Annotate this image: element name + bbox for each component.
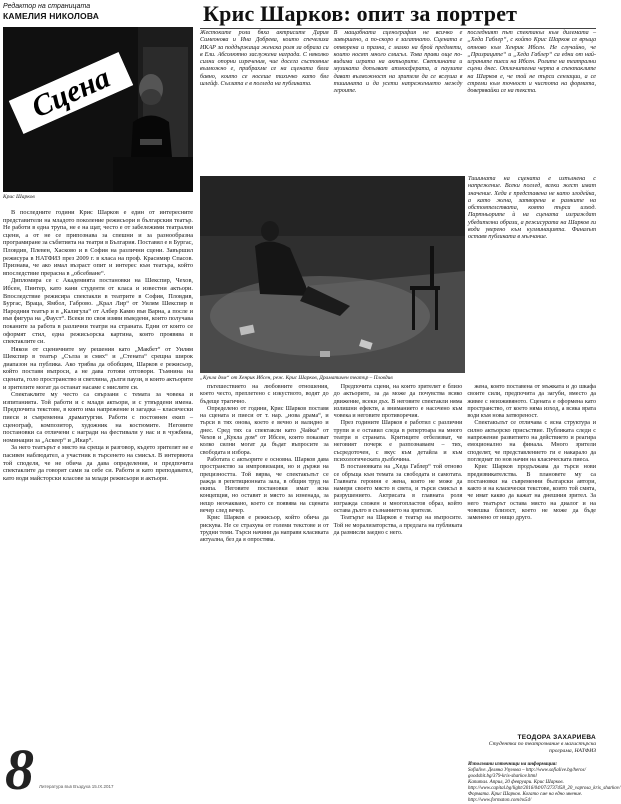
column-paragraph: Крис Шарков продължава да търси нови предизвикателства. В плановете му са постановки на съвременни български автори, както и на класически текстове, които той смята, че имат какво да кажат на днешния зрител. За него театърът остава място на диалог и на човешка близост, което не може да бъде заменено от нищо друго. [467, 464, 597, 522]
article-paragraph: Някои от сценичните му решения като „Макбет“ от Уилям Шекспир в театър „Сълза и смях“ и „Стената“ срещна широк диапазон на публика. Ако трябва да обобщим, Шарков е режисьор, който поставя въпроси, а не дава готови отговори. Тъмнина на сцената, голо пространство и светлина, дълги паузи, в които актьорите и зрителите могат да останат насаме с мислите си. [3, 345, 193, 391]
page-footer: Литература във Въздуха 15.IX.2017 [39, 784, 114, 789]
column-paragraph: Определено от години, Крис Шарков поставя на сцената и пиеси от т. нар. „нова драма“, и търси в тях онова, което е вечно и валидно и днес. Сред тях са спектакли като „Чайка“ от Чехов и „Кукла дом“ от Ибсен, които показват колко силни могат да бъдат въпросите за свободата и избора. [200, 405, 329, 456]
text-column [334, 384, 463, 734]
editor-label: Редактор на страницата [3, 3, 91, 10]
column-paragraph: Крис Шарков е режисьор, който обича да рискува. Не се страхува от големи текстове и от трудни теми. Търси начини да направи класиката актуална, без да я опростява. [200, 515, 329, 544]
section-title: Сцена [26, 60, 115, 125]
column-paragraph: Предпочита сцени, на които зрителят е близо до актьорите, за да може да почувства всяко движение, всеки дъх. В неговите спектакли няма излишни ефекти, а вниманието е насочено към човека и неговите противоречия. [333, 384, 463, 420]
text-column [200, 30, 329, 176]
bottom-columns [200, 384, 596, 734]
article-paragraph: Спектаклите му често са свързани с темата за човека и изпитанията. Той работи и с млади актьори, и с утвърдени имена. Предпочита текстове, в които има напрежение и загадка – класически пиеси и съвременна драматургия. Работи с постоянен екип – сценограф, композитор, художник на костюмите. Неговите постановки са отличени с награди на фестивали у нас и в чужбина, номинации за „Аскеер“ и „Икар“. [3, 391, 193, 444]
stage-photo [200, 176, 465, 373]
article-left-body [3, 209, 193, 754]
column-text: последният път спектакъл към дилемата – „Хеда Габлер“, с който Крис Шарков се връща отново към Хенрик Ибсен. Не случайно, че „Призраците“ и „Хеда Габлер“ са едни от най-играните пиеси на Ибсен. Ролите на театрални сцени днес. Отличителна черта в спектаклите на Шарков е, че той не търси сензации, а се стреми към точност и чистота на формата, доверявайки се на текста. [467, 30, 597, 95]
column-paragraph: Работата с актьорите е основна. Шарков дава пространство за импровизация, но и държи на прецизността. Той вярва, че спектакълът се ражда в репетиционната зала, в общия труд на екипа. Неговите постановки имат ясна концепция, но оставят и място за изненада, за нещо неочаквано, което се появява на сцената вечер след вечер. [200, 456, 329, 515]
source-line[interactable]: http://www.capital.bg/light/2016/04/07/2737458_20_vaprosa_kris_sharkov/ [468, 786, 621, 791]
column-paragraph: жена, която поставена от мъжката и до шкафа своите сили, предпочита да загуби, вместо да живее с неизживяното. Сцената е оформена като пространство, от което няма изход, а всяка врата води към нова затвореност. [467, 384, 597, 420]
sources-title: Използвани източници на информация: [468, 762, 558, 767]
author-signature [468, 734, 596, 754]
article-paragraph: За него театърът е място на среща и разговор, където зрителят не е пасивен наблюдател, а участник в търсенето на смисъл. В интервюта той споделя, че не обича да дава определения, и предпочита спектаклите да говорят сами за себе си. Работи и като преподавател, като води майсторски класове за млади режисьори и актьори. [3, 444, 193, 482]
top-columns [200, 30, 596, 176]
column-text: Жестоките роли бяха актрисите Дария Симеонова и Ина Добрева, които спечелиха ИКАР за поддържаща женска роля за образа си в Ели. Абсолютно заслужена награда. С няколко силни опорни изречения, чие досега състояние възможно е, прибрахме се на сцената бяла бавно, които се носеше тихичко като бял шлейф. Сълзата е в погледа на публиката. [200, 30, 329, 88]
left-column [3, 3, 193, 802]
text-column [467, 384, 596, 734]
photo-caption: „Кукла дом“ от Хенрик Ибсен, реж. Крис Шарков, Драматичен театър – Пловдив [200, 375, 393, 381]
source-line[interactable]: goodshit.bg/379-kris-sharkov.html [468, 774, 537, 779]
text-column [200, 384, 329, 734]
column-paragraph: Театърът на Шарков е театър на въпросите. Той не морализаторства, а предлага на публиката да размисли заедно с него. [333, 515, 463, 536]
column-paragraph: Спектакълът се отличава с ясна структура и силно актьорско присъствие. Публиката следи с напрежение развитието на действието и реагира емоционално на финала. Много зрители споделят, че представлението ги е накарало да погледнат по нов начин на класическата пиеса. [467, 420, 597, 463]
right-narrow-column [468, 176, 596, 382]
sources-block [468, 762, 621, 804]
title-divider [200, 28, 596, 29]
text-column [467, 30, 596, 176]
column-text: В мащабната сценография не всичко е завършено, а по-скоро е загатнато. Сцената е отворена и празна, с малко на брой предмети, които носят много смисъл. Това прави още по-видима играта на актьорите. Светлината и музиката допълват атмосферата, а паузите дават възможност на зрителя да се вслуша в тишината и да усети напрежението между героите. [333, 30, 463, 95]
stage-photo-graphic [200, 176, 465, 373]
article-title: Крис Шарков: опит за портрет [203, 1, 518, 26]
column-paragraph: През годините Шарков е работил с различни трупи и е оставил следа в репертоара на много театри в страната. Критиците отбелязват, че неговият почерк е разпознаваем – тих, съсредоточен, с вкус към детайла и към психологическата дълбочина. [333, 420, 463, 463]
author-name: ТЕОДОРА ЗАХАРИЕВА [517, 734, 596, 741]
section-portrait-image [3, 27, 193, 192]
editor-name: КАМЕЛИЯ НИКОЛОВА [3, 11, 100, 21]
source-line: Формата. Крис Шарков. Когато сме на едно мнение. [468, 792, 583, 797]
column-paragraph: пътешествието на любовните отношения, което често, преплетено с изкуството, водят до бъдеще трагично. [200, 384, 329, 405]
portrait-caption: Крис Шарков [3, 194, 35, 200]
source-line: Капитал. Април, 20 февруари. Крис Шарков. [468, 780, 564, 785]
page-number: 8 [5, 737, 34, 802]
source-line[interactable]: http://www.formaton.com/ns54/ [468, 798, 532, 803]
source-line[interactable]: Sofialive. Деляна Узунова – http://www.sofialive.bg/heros/ [468, 768, 586, 773]
article-paragraph: В последните години Крис Шарков е един от интересните представители на младото поколение режисьори в българския театър. Не работи в една трупа, не е на щат, често е от забележими театрални сцени, а от не се припознава за спешни и за разнообразна програмиране за събитията на театри в България. Поставял е в Бургас, Пловдив, Плевен, Хасково и в София на различни сцени. Завършил режисура в НАТФИЗ през 2009 г. в класа на проф. Красимир Спасов. Признава, че ако имал възраст опит и интерес към театъра, който впоследствие прерасна в „обсебване“. [3, 209, 193, 277]
column-text: Тишината на сцената е изпълнена с напрежение. Всеки поглед, всеки жест имат значение. Хеда е представена не като злодейка, а като жена, затворена в рамките на обстоятелствата, която търси изход. Партньорите ѝ на сцената изграждат убедителни образи, а режисурата на Шарков ги води уверено към кулминацията. Финалът оставя публиката в мълчание. [468, 176, 596, 241]
text-column [334, 30, 463, 176]
article-paragraph: Дипломира се с Академията постановки на Шекспир, Чехов, Ибсен, Пинтер, като кани студенти от класа и известни актьори. Впоследствие режисира спектакли в театрите в София, Пловдив, Бургас, Враца, Ямбол, Габрово. „Крал Лир“ от Уилям Шекспир в Народния театър и в „Калигула“ от Албер Камю във Варна, а после и във фигура на „Фауст“. Всеки по своя изяви въведени, които получава поканите за работа в различни театри на страната. Едни от които се оформят стил, една режисьорска картина, която проявява в спектаклите си. [3, 277, 193, 346]
column-paragraph: В постановката на „Хеда Габлер“ той отново се обръща към темата за свободата и самотата. Главната героиня е жена, която не може да намери своето място в света, и търси смисъл в разрушението. Актрисата в главната роля изгражда сложен и многопластов образ, който остава дълго в съзнанието на зрителя. [333, 464, 463, 515]
author-role: Студентка по театрознание в магистърска програма, НАТФИЗ [488, 741, 596, 754]
